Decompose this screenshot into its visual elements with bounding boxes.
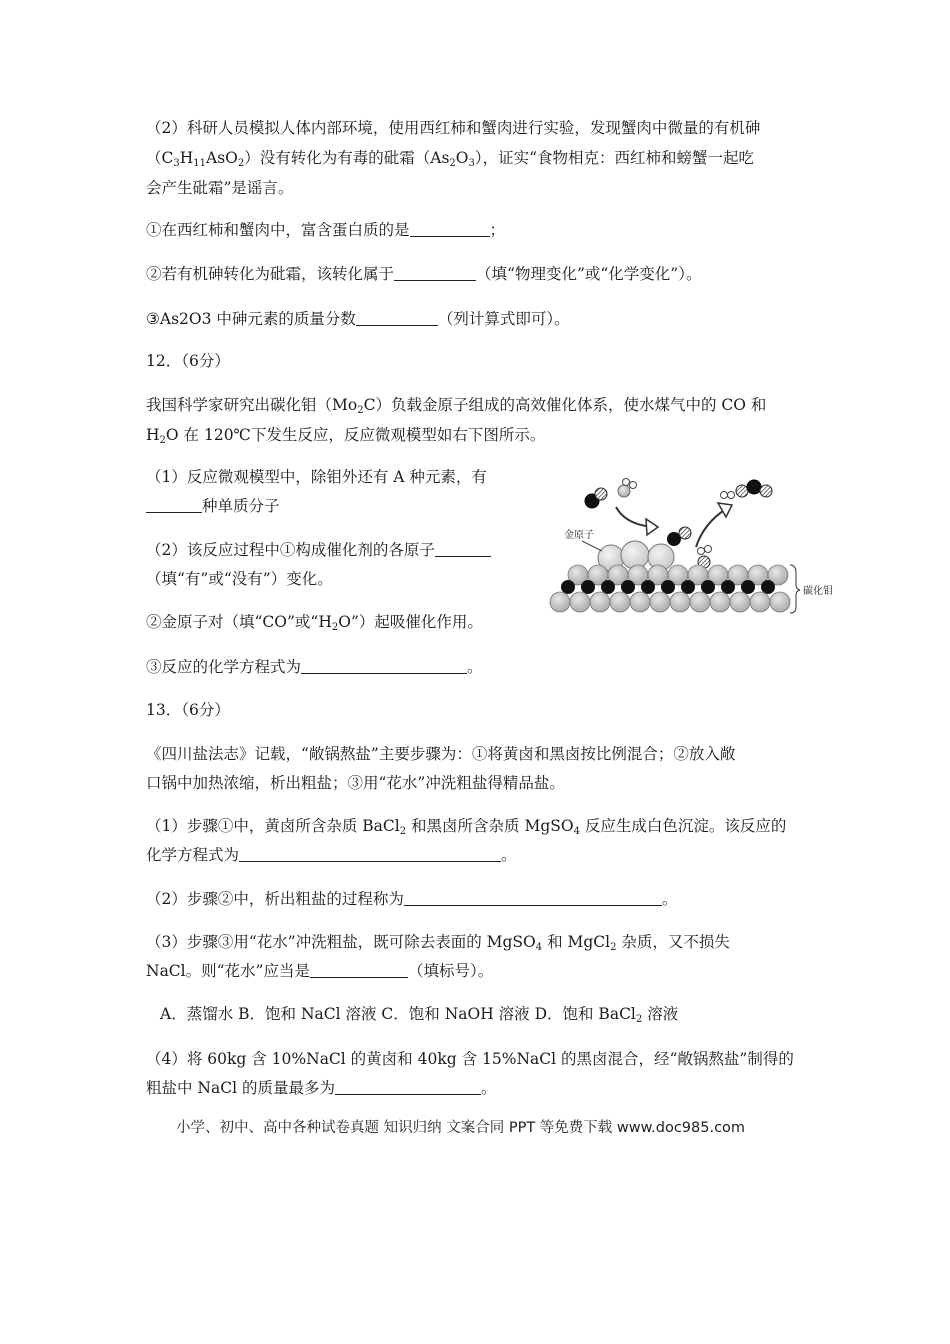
- q13-part4-line2: 粗盐中 NaCl 的质量最多为 。: [146, 1079, 497, 1097]
- answer-blank[interactable]: [239, 847, 501, 862]
- gold-atom-label: 金原子: [564, 530, 594, 541]
- q13-part2: （2）步骤②中，析出粗盐的过程称为 。: [146, 890, 678, 908]
- carbide-label: 碳化钼: [803, 586, 833, 597]
- q12-part2-line2: （填“有”或“没有”）变化。: [146, 570, 333, 588]
- q13-intro-line1: 《四川盐法志》记载，“敞锅熬盐”主要步骤为：①将黄卤和黑卤按比例混合；②放入敞: [146, 745, 736, 763]
- reaction-model-figure: [546, 465, 838, 625]
- q11-sub3: ③As2O3 中砷元素的质量分数 （列计算式即可）。: [146, 310, 570, 328]
- q13-options: A．蒸馏水 B．饱和 NaCl 溶液 C．饱和 NaOH 溶液 D．饱和 BaCl$_2$ 溶液: [160, 1005, 679, 1025]
- answer-blank[interactable]: [410, 222, 490, 237]
- q12-part2-line1: （2）该反应过程中①构成催化剂的各原子: [146, 540, 491, 560]
- page-footer: 小学、初中、高中各种试卷真题 知识归纳 文案合同 PPT 等免费下载 www.doc985.com: [176, 1120, 746, 1136]
- q13-part3-line2: NaCl。则“花水”应当是 （填标号）。: [146, 962, 494, 980]
- q13-part3-line1: （3）步骤③用“花水”冲洗粗盐，既可除去表面的 MgSO$_4$ 和 MgCl$_2$ 杂质，又不损失: [146, 933, 730, 953]
- q11-sub2: ②若有机砷转化为砒霜，该转化属于 （填“物理变化”或“化学变化”）。: [146, 265, 702, 283]
- q13-part4-line1: （4）将 60kg 含 10%NaCl 的黄卤和 40kg 含 15%NaCl 的黑卤混合，经“敞锅熬盐”制得的: [146, 1050, 794, 1068]
- q11-p2-line1: （2）科研人员模拟人体内部环境，使用西红柿和蟹肉进行实验，发现蟹肉中微量的有机砷: [146, 119, 761, 137]
- q12-part2-sub2: ②金原子对（填“CO”或“$H_2O$”）起吸催化作用。: [146, 613, 483, 633]
- q13-intro-line2: 口锅中加热浓缩，析出粗盐；③用“花水”冲洗粗盐得精品盐。: [146, 774, 565, 792]
- q11-p2-line3: 会产生砒霜”是谣言。: [146, 179, 294, 197]
- q12-header: 12．（6分）: [146, 352, 230, 370]
- answer-blank[interactable]: [146, 498, 202, 513]
- answer-blank[interactable]: [394, 266, 476, 281]
- answer-blank[interactable]: [310, 963, 408, 978]
- q13-part1-line2: 化学方程式为 。: [146, 846, 517, 864]
- answer-blank[interactable]: [335, 1080, 481, 1095]
- q12-intro-line2: $H_2O$ 在 120℃下发生反应，反应微观模型如右下图所示。: [146, 426, 546, 446]
- q11-p2-line2: $(C_3H_{11}AsO_2)$没有转化为有毒的砒霜$(As_2O_3)$，证实“食物相克：西红柿和螃蟹一起吃: [146, 149, 755, 169]
- q13-part1-line1: （1）步骤①中，黄卤所含杂质 BaCl$_2$ 和黑卤所含杂质 MgSO$_4$ 反应生成白色沉淀。该反应的: [146, 817, 787, 837]
- answer-blank[interactable]: [301, 659, 467, 674]
- q13-header: 13．（6分）: [146, 701, 230, 719]
- answer-blank[interactable]: [435, 542, 491, 557]
- q12-intro-line1: 我国科学家研究出碳化钼$(Mo_2C)$负载金原子组成的高效催化体系，使水煤气中的 CO 和: [146, 396, 767, 416]
- answer-blank[interactable]: [356, 311, 438, 326]
- answer-blank[interactable]: [404, 891, 662, 906]
- q12-part2-sub3: ③反应的化学方程式为 。: [146, 658, 483, 676]
- q11-sub1: ①在西红柿和蟹肉中，富含蛋白质的是 ；: [146, 221, 506, 239]
- q12-part1-line1: （1）反应微观模型中，除钼外还有 A 种元素，有: [146, 468, 487, 486]
- q12-part1-line2: 种单质分子: [146, 496, 280, 516]
